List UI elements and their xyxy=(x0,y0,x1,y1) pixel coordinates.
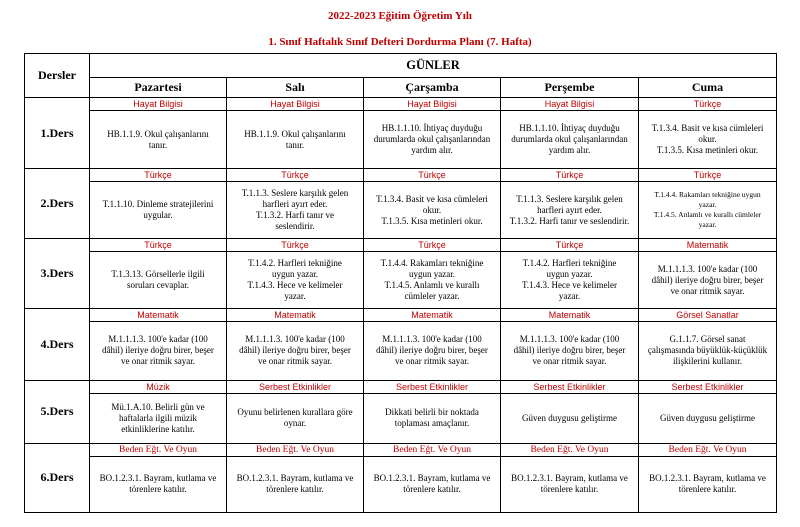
subject-label: Beden Eğt. Ve Oyun xyxy=(364,444,500,457)
objective-line: HB.1.1.9. Okul çalışanlarını xyxy=(244,128,346,139)
objective-line: seslendirir. xyxy=(275,221,315,232)
objective-line: T.1.3.13. Görsellerle ilgili xyxy=(111,269,205,280)
objective-line: harfleri ayırt eder. xyxy=(262,199,328,210)
plan-cell xyxy=(90,239,227,309)
objective-line: ilişkilerini kullanır. xyxy=(673,356,742,367)
objective-line: T.1.3.5. Kısa metinleri okur. xyxy=(381,215,483,226)
subject-label: Serbest Etkinlikler xyxy=(639,381,776,394)
objective-text xyxy=(639,182,776,238)
subject-label: Beden Eğt. Ve Oyun xyxy=(227,444,363,457)
objective-line: T.1.3.2. Harfi tanır ve xyxy=(255,210,335,221)
objective-line: yazar. xyxy=(698,220,717,230)
subject-label: Hayat Bilgisi xyxy=(364,98,500,111)
objective-text xyxy=(364,182,500,238)
subject-label: Beden Eğt. Ve Oyun xyxy=(501,444,638,457)
objective-line: toplaması amaçlanır. xyxy=(394,418,470,429)
year-title: 2022-2023 Eğitim Öğretim Yılı xyxy=(328,10,472,22)
objective-text xyxy=(364,457,500,512)
subject-label: Matematik xyxy=(501,309,638,322)
lessons-header: Dersler xyxy=(25,54,90,98)
objective-text xyxy=(501,322,638,379)
objective-line: T.1.4.3. Hece ve kelimeler xyxy=(247,280,343,291)
objective-text xyxy=(501,111,638,168)
subject-label: Görsel Sanatlar xyxy=(639,309,776,322)
objective-line: T.1.4.5. Anlamlı ve kurallı xyxy=(384,280,480,291)
objective-text xyxy=(639,322,776,379)
plan-cell xyxy=(90,98,227,169)
lesson-label: 4.Ders xyxy=(25,309,90,380)
objective-line: okur. xyxy=(698,134,717,144)
plan-cell xyxy=(364,98,501,169)
subject-label: Türkçe xyxy=(501,169,638,182)
objective-line: BO.1.2.3.1. Bayram, kutlama ve xyxy=(649,473,766,484)
objective-line: haftalarla ilgili müzik xyxy=(119,412,197,423)
objective-line: yazar. xyxy=(698,200,717,210)
objective-line: T.1.1.3. Seslere karşılık gelen xyxy=(241,188,349,199)
plan-cell xyxy=(364,443,501,512)
subject-label: Serbest Etkinlikler xyxy=(227,381,363,394)
plan-cell xyxy=(364,169,501,239)
objective-line: dâhil) ileriye doğru birer, beşer xyxy=(102,345,214,356)
plan-cell xyxy=(501,443,639,512)
plan-cell xyxy=(501,380,639,443)
objective-line: uygun yazar. xyxy=(409,269,455,280)
objective-line: törenlere katılır. xyxy=(403,484,461,495)
objective-line: T.1.4.5. Anlamlı ve kurallı cümleler xyxy=(653,210,762,220)
subject-label: Hayat Bilgisi xyxy=(501,98,638,111)
objective-text xyxy=(227,111,363,168)
lesson-row xyxy=(25,309,777,380)
objective-line: yardım alır. xyxy=(411,145,453,155)
objective-line: Oyunu belirlenen kurallara göre xyxy=(237,407,353,418)
objective-line: ve onar ritmik sayar. xyxy=(121,356,195,367)
objective-text xyxy=(501,394,638,443)
plan-cell xyxy=(90,380,227,443)
objective-text xyxy=(364,111,500,168)
objective-line: törenlere katılır. xyxy=(678,484,737,495)
lesson-row xyxy=(25,239,777,309)
objective-line: okur. xyxy=(422,204,442,215)
lesson-label: 6.Ders xyxy=(25,443,90,512)
subject-label: Serbest Etkinlikler xyxy=(364,381,500,394)
objective-line: G.1.1.7. Görsel sanat xyxy=(669,334,746,345)
objective-text xyxy=(227,394,363,443)
lesson-row xyxy=(25,98,777,169)
objective-line: T.1.1.10. Dinleme stratejilerini xyxy=(102,199,214,210)
objective-text xyxy=(639,111,776,168)
plan-cell xyxy=(227,443,364,512)
objective-line: tanır. xyxy=(148,139,168,150)
day-header: Pazartesi xyxy=(90,78,227,98)
objective-line: etkinliklerine katılır. xyxy=(121,423,195,434)
objective-text xyxy=(639,457,776,512)
objective-line: yazar. xyxy=(558,291,581,302)
objective-line: Güven duygusu geliştirme xyxy=(660,412,756,423)
plan-cell xyxy=(227,98,364,169)
objective-line: T.1.1.3. Seslere karşılık gelen xyxy=(516,193,623,204)
plan-cell xyxy=(501,309,639,380)
weekly-plan-table xyxy=(24,53,777,513)
objective-line: T.1.3.4. Basit ve kısa cümleleri xyxy=(651,123,764,133)
objective-line: Güven duygusu geliştirme xyxy=(522,412,617,423)
plan-cell xyxy=(639,380,777,443)
objective-line: durumlarda okul çalışanlarından xyxy=(373,134,491,144)
lesson-row xyxy=(25,380,777,443)
plan-cell xyxy=(639,309,777,380)
objective-line: ve onar ritmik sayar. xyxy=(395,356,469,367)
objective-line: HB.1.1.10. İhtiyaç duyduğu xyxy=(381,123,483,133)
objective-line: harfleri ayırt eder. xyxy=(537,204,602,215)
objective-line: T.1.3.4. Basit ve kısa cümleleri xyxy=(376,193,488,204)
objective-line: T.1.4.4. Rakamları tekniğine uygun xyxy=(654,190,761,200)
objective-line: yardım alır. xyxy=(548,145,591,155)
subject-label: Türkçe xyxy=(364,239,500,252)
objective-line: T.1.3.5. Kısa metinleri okur. xyxy=(656,145,759,155)
objective-text xyxy=(227,457,363,512)
plan-cell xyxy=(227,239,364,309)
objective-line: T.1.4.3. Hece ve kelimeler xyxy=(521,280,618,291)
objective-text xyxy=(90,252,226,308)
objective-line: M.1.1.1.3. 100'e kadar (100 xyxy=(382,334,482,345)
plan-cell xyxy=(90,443,227,512)
objective-line: Mü.1.A.10. Belirli gün ve xyxy=(111,401,205,412)
plan-cell xyxy=(501,169,639,239)
subject-label: Türkçe xyxy=(364,169,500,182)
plan-cell xyxy=(501,239,639,309)
subject-label: Türkçe xyxy=(227,169,363,182)
objective-line: uygular. xyxy=(143,210,173,221)
plan-cell xyxy=(364,239,501,309)
lesson-row xyxy=(25,443,777,512)
objective-text xyxy=(639,252,776,308)
objective-line: dâhil) ileriye doğru birer, beşer xyxy=(376,345,488,356)
objective-line: durumlarda okul çalışanlarından xyxy=(511,134,628,144)
objective-text xyxy=(364,394,500,443)
objective-line: oynar. xyxy=(283,418,307,429)
plan-cell xyxy=(639,443,777,512)
objective-line: M.1.1.1.3. 100'e kadar (100 xyxy=(519,334,620,345)
objective-line: ve onar ritmik sayar. xyxy=(670,285,745,296)
objective-text xyxy=(501,457,638,512)
subject-label: Müzik xyxy=(90,381,226,394)
objective-text xyxy=(501,182,638,238)
objective-text xyxy=(90,182,226,238)
objective-line: T.1.3.2. Harfi tanır ve seslendirir. xyxy=(509,215,630,226)
lesson-label: 1.Ders xyxy=(25,98,90,169)
plan-cell xyxy=(639,98,777,169)
subject-label: Türkçe xyxy=(90,169,226,182)
plan-title: 1. Sınıf Haftalık Sınıf Defteri Dordurma Planı (7. Hafta) xyxy=(268,36,532,48)
objective-line: dâhil) ileriye doğru birer, beşer xyxy=(239,345,351,356)
objective-line: BO.1.2.3.1. Bayram, kutlama ve xyxy=(511,473,628,484)
plan-cell xyxy=(639,169,777,239)
objective-line: uygun yazar. xyxy=(546,269,593,280)
objective-line: Dikkati belirli bir noktada xyxy=(385,407,479,418)
objective-text xyxy=(90,457,226,512)
objective-line: BO.1.2.3.1. Bayram, kutlama ve xyxy=(99,473,217,484)
objective-text xyxy=(90,111,226,168)
subject-label: Beden Eğt. Ve Oyun xyxy=(639,444,776,457)
day-header: Cuma xyxy=(639,78,777,98)
subject-label: Serbest Etkinlikler xyxy=(501,381,638,394)
objective-line: M.1.1.1.3. 100'e kadar (100 xyxy=(245,334,345,345)
objective-line: tanır. xyxy=(285,139,305,150)
objective-line: M.1.1.1.3. 100'e kadar (100 xyxy=(657,263,758,274)
lesson-label: 5.Ders xyxy=(25,380,90,443)
objective-line: çalışmasında büyüklük-küçüklük xyxy=(647,345,768,356)
lesson-row xyxy=(25,169,777,239)
plan-cell xyxy=(227,169,364,239)
lesson-label: 2.Ders xyxy=(25,169,90,239)
days-group-header: GÜNLER xyxy=(90,54,777,78)
objective-line: yazar. xyxy=(284,291,306,302)
subject-label: Matematik xyxy=(364,309,500,322)
objective-line: BO.1.2.3.1. Bayram, kutlama ve xyxy=(236,473,354,484)
objective-line: uygun yazar. xyxy=(272,269,318,280)
objective-line: T.1.4.2. Harfleri tekniğine xyxy=(248,258,342,269)
objective-line: soruları cevaplar. xyxy=(127,280,189,291)
objective-line: HB.1.1.9. Okul çalışanlarını xyxy=(107,128,209,139)
objective-text xyxy=(227,182,363,238)
subject-label: Matematik xyxy=(90,309,226,322)
objective-text xyxy=(227,252,363,308)
objective-line: T.1.4.4. Rakamları tekniğine xyxy=(380,258,484,269)
subject-label: Hayat Bilgisi xyxy=(90,98,226,111)
objective-line: törenlere katılır. xyxy=(129,484,187,495)
objective-text xyxy=(364,322,500,379)
objective-text xyxy=(364,252,500,308)
day-header: Perşembe xyxy=(501,78,639,98)
objective-text xyxy=(227,322,363,379)
plan-cell xyxy=(90,309,227,380)
plan-cell xyxy=(364,309,501,380)
objective-line: HB.1.1.10. İhtiyaç duyduğu xyxy=(519,123,620,133)
objective-text xyxy=(501,252,638,308)
objective-line: törenlere katılır. xyxy=(266,484,324,495)
objective-text xyxy=(639,394,776,443)
subject-label: Türkçe xyxy=(639,169,776,182)
day-header: Salı xyxy=(227,78,364,98)
objective-line: dâhil) ileriye doğru birer, beşer xyxy=(513,345,626,356)
plan-cell xyxy=(227,309,364,380)
objective-line: törenlere katılır. xyxy=(540,484,599,495)
subject-label: Türkçe xyxy=(639,98,776,111)
subject-label: Beden Eğt. Ve Oyun xyxy=(90,444,226,457)
plan-cell xyxy=(364,380,501,443)
objective-line: BO.1.2.3.1. Bayram, kutlama ve xyxy=(373,473,491,484)
subject-label: Türkçe xyxy=(227,239,363,252)
subject-label: Türkçe xyxy=(501,239,638,252)
plan-cell xyxy=(639,239,777,309)
objective-text xyxy=(90,394,226,443)
objective-line: M.1.1.1.3. 100'e kadar (100 xyxy=(108,334,208,345)
objective-line: ve onar ritmik sayar. xyxy=(258,356,332,367)
plan-cell xyxy=(227,380,364,443)
objective-line: dâhil) ileriye doğru birer, beşer xyxy=(651,274,764,285)
objective-text xyxy=(90,322,226,379)
plan-cell xyxy=(501,98,639,169)
subject-label: Matematik xyxy=(639,239,776,252)
subject-label: Hayat Bilgisi xyxy=(227,98,363,111)
objective-line: ve onar ritmik sayar. xyxy=(532,356,607,367)
objective-line: T.1.4.2. Harfleri tekniğine xyxy=(522,258,617,269)
subject-label: Türkçe xyxy=(90,239,226,252)
plan-cell xyxy=(90,169,227,239)
day-header: Çarşamba xyxy=(364,78,501,98)
subject-label: Matematik xyxy=(227,309,363,322)
objective-line: cümleler yazar. xyxy=(404,291,460,302)
lesson-label: 3.Ders xyxy=(25,239,90,309)
